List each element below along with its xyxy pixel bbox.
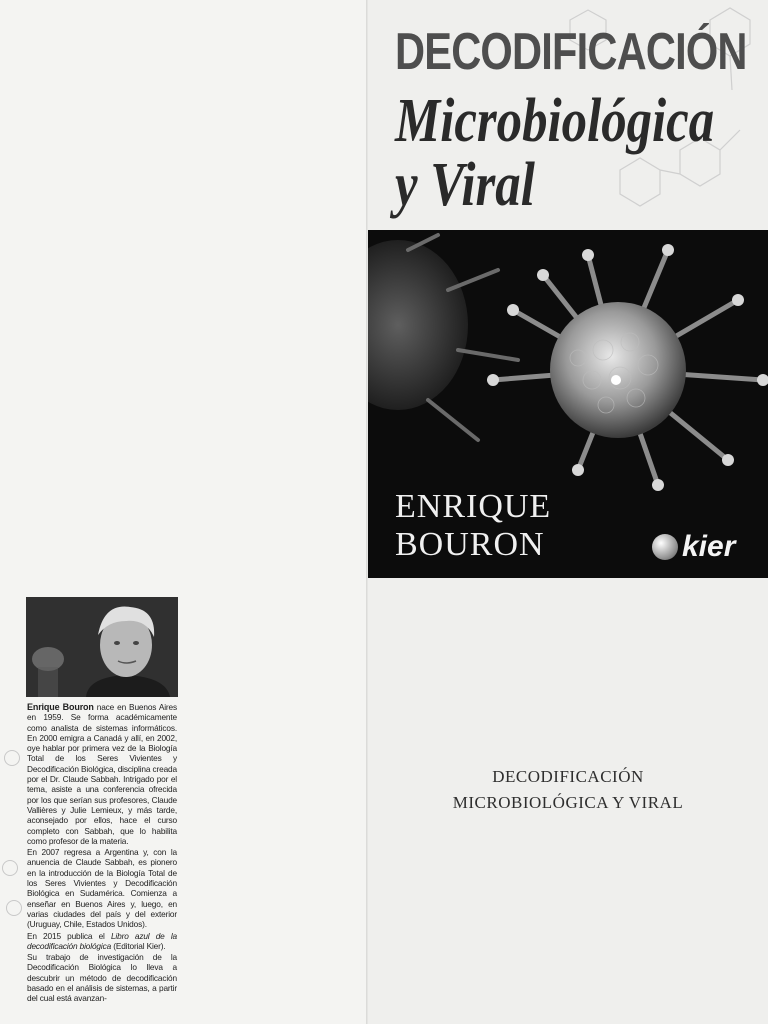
bio-paragraph-4: Su trabajo de investigación de la Decodificación Biológica lo lleva a descubrir un método de decodificación basado en el análisis de sistemas, a partir del cual está avanzan- (27, 952, 177, 1004)
author-portrait-image (26, 597, 178, 697)
bio-author-name: Enrique Bouron (27, 702, 94, 712)
bio-paragraph-2: En 2007 regresa a Argentina y, con la anuencia de Claude Sabbah, es pionero en la introducción de la Biología Total de los Seres Vivientes y Decodificación Biológica en Sudamérica. Comienza a enseñar en Buenos Aires y, luego, en varias ciudades del país y del exterior (Uruguay, Chile, Estados Unidos). (27, 847, 177, 930)
cover-author-last: BOURON (395, 526, 545, 563)
cover-author-first: ENRIQUE (395, 488, 552, 525)
cover-subtitle-line2: y Viral (395, 151, 535, 219)
publisher-name: kier (682, 530, 736, 563)
author-bio (27, 702, 177, 1005)
cover-subtitle-line1: Microbiológica (395, 87, 715, 155)
bio-paragraph-1: nace en Buenos Aires en 1959. Se forma académicamente como analista de sistemas informáticos. En 2000 emigra a Canadá y allí, en 2002, oye hablar por primera vez de la Biología Total de los Seres Vivientes y Decodificación Biológica, disciplina creada por el Dr. Claude Sabbah. Intrigado por el tema, asiste a una conferencia ofrecida por los que serían sus profesores, Claude Vallières y Julie Lemieux, y más tarde, aconsejado por ellos, hace el curso completo con Sabbah, que lo habilita como profesor de la materia. (27, 702, 177, 846)
publisher-logo (652, 530, 735, 564)
ring-decoration-icon (6, 900, 22, 916)
bio-book-title: Libro azul de la decodificación biológica (27, 930, 178, 951)
inner-title-page (368, 764, 768, 816)
kier-logo-icon (652, 534, 678, 560)
author-photo (26, 597, 178, 697)
ring-decoration-icon (2, 860, 18, 876)
cover-author (395, 488, 551, 564)
bio-paragraph-3-end: (Editorial Kier). (113, 940, 166, 951)
ring-decoration-icon (4, 750, 20, 766)
inner-title-line2: MICROBIOLÓGICA Y VIRAL (452, 793, 684, 812)
bio-paragraph-3-start: En 2015 publica el (27, 930, 105, 941)
cover-title: DECODIFICACIÓN (395, 23, 747, 81)
inner-title-line1: DECODIFICACIÓN (492, 767, 644, 786)
